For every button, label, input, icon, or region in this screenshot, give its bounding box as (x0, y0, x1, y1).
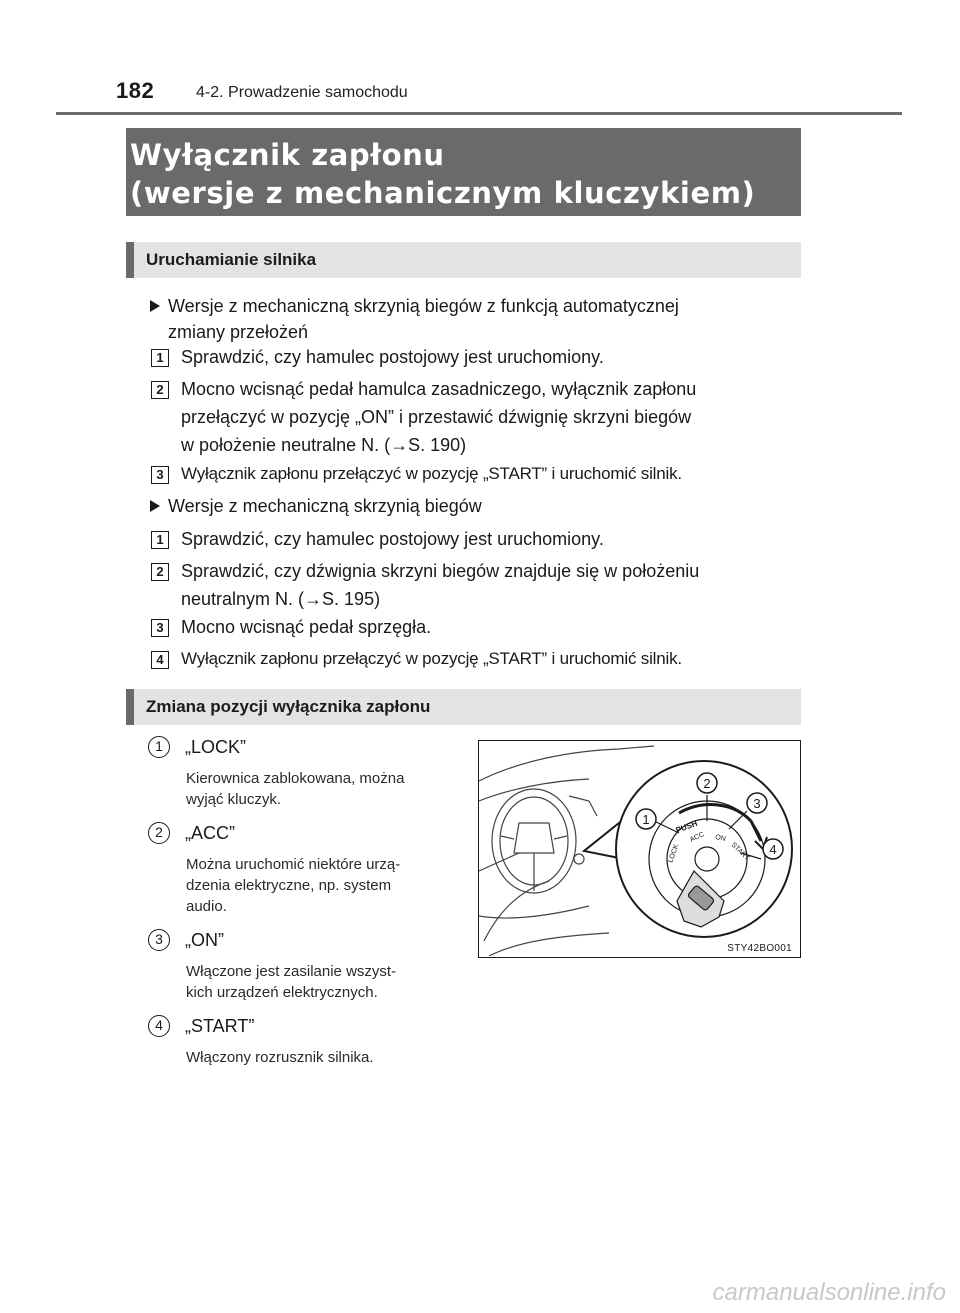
switch-label-acc: ACC (688, 831, 706, 844)
position-name: „ACC” (185, 823, 235, 843)
step-number-badge: 4 (151, 651, 169, 669)
illustration-code: STY42BO001 (727, 943, 792, 954)
section-heading-start-engine: Uruchamianie silnika (126, 242, 801, 278)
step-number-badge: 2 (151, 381, 169, 399)
step-text: Sprawdzić, czy hamulec postojowy jest uruchomiony. (181, 347, 604, 367)
section-label: 4-2. Prowadzenie samochodu (196, 84, 408, 101)
position-description: Włączony rozrusznik silnika. (186, 1049, 374, 1066)
page-title (126, 128, 801, 216)
variant-label-manual: Wersje z mechaniczną skrzynią biegów (168, 496, 482, 516)
position-description-cont: audio. (186, 898, 227, 915)
ignition-switch-illustration (478, 740, 801, 958)
step-number-badge: 3 (151, 619, 169, 637)
step-text: Wyłącznik zapłonu przełączyć w pozycję „START” i uruchomić silnik. (181, 649, 682, 668)
variant-label-auto: Wersje z mechaniczną skrzynią biegów z funkcją automatycznej (168, 296, 679, 316)
page-header (0, 0, 960, 118)
position-number-badge: 1 (148, 736, 170, 758)
header-divider (56, 112, 902, 115)
step-number-badge: 1 (151, 531, 169, 549)
step-text: Sprawdzić, czy dźwignia skrzyni biegów znajduje się w położeniu (181, 561, 700, 581)
position-name: „START” (185, 1016, 255, 1036)
callout-label: 3 (753, 796, 761, 811)
title-line-2: (wersje z mechanicznym kluczykiem) (130, 176, 756, 210)
position-description: Włączone jest zasilanie wszyst- (186, 963, 397, 980)
callout-label: 4 (769, 842, 777, 857)
bullet-triangle-icon (150, 500, 160, 512)
switch-label-lock: LOCK (667, 843, 681, 864)
step-text: Mocno wcisnąć pedał hamulca zasadniczego, wyłącznik zapłonu (181, 379, 697, 399)
step-text-cont: przełączyć w pozycję „ON” i przestawić dźwignię skrzyni biegów (181, 407, 692, 427)
position-description: Można uruchomić niektóre urzą- (186, 856, 401, 873)
section-heading-positions: Zmiana pozycji wyłącznika zapłonu (126, 689, 801, 725)
step-text: Wyłącznik zapłonu przełączyć w pozycję „START” i uruchomić silnik. (181, 464, 682, 483)
switch-label-start: START (729, 841, 751, 863)
position-description: Kierownica zablokowana, można (186, 770, 405, 787)
position-number-badge: 3 (148, 929, 170, 951)
step-text: Sprawdzić, czy hamulec postojowy jest uruchomiony. (181, 529, 604, 549)
step-text: Mocno wcisnąć pedał sprzęgła. (181, 617, 432, 637)
push-label: PUSH (674, 818, 699, 835)
position-description-cont: wyjąć kluczyk. (186, 791, 282, 808)
bullet-triangle-icon (150, 300, 160, 312)
callout-label: 1 (642, 812, 650, 827)
step-number-badge: 1 (151, 349, 169, 367)
step-number-badge: 3 (151, 466, 169, 484)
position-description-cont: dzenia elektryczne, np. system (186, 877, 392, 894)
step-number-badge: 2 (151, 563, 169, 581)
step-text-cont: w położenie neutralne N. (→S. 190) (181, 435, 467, 455)
page-number: 182 (116, 78, 155, 103)
switch-label-on: ON (714, 834, 727, 843)
position-number-badge: 2 (148, 822, 170, 844)
illustration-drawing (479, 741, 799, 956)
title-line-1: Wyłącznik zapłonu (130, 138, 445, 172)
position-name: „ON” (185, 930, 224, 950)
position-number-badge: 4 (148, 1015, 170, 1037)
position-description-cont: kich urządzeń elektrycznych. (186, 984, 378, 1001)
step-text-cont: neutralnym N. (→S. 195) (181, 589, 381, 609)
position-name: „LOCK” (185, 737, 247, 757)
callout-label: 2 (703, 776, 711, 791)
variant-label-auto-cont: zmiany przełożeń (168, 322, 309, 342)
watermark: carmanualsonline.info (712, 1279, 946, 1306)
